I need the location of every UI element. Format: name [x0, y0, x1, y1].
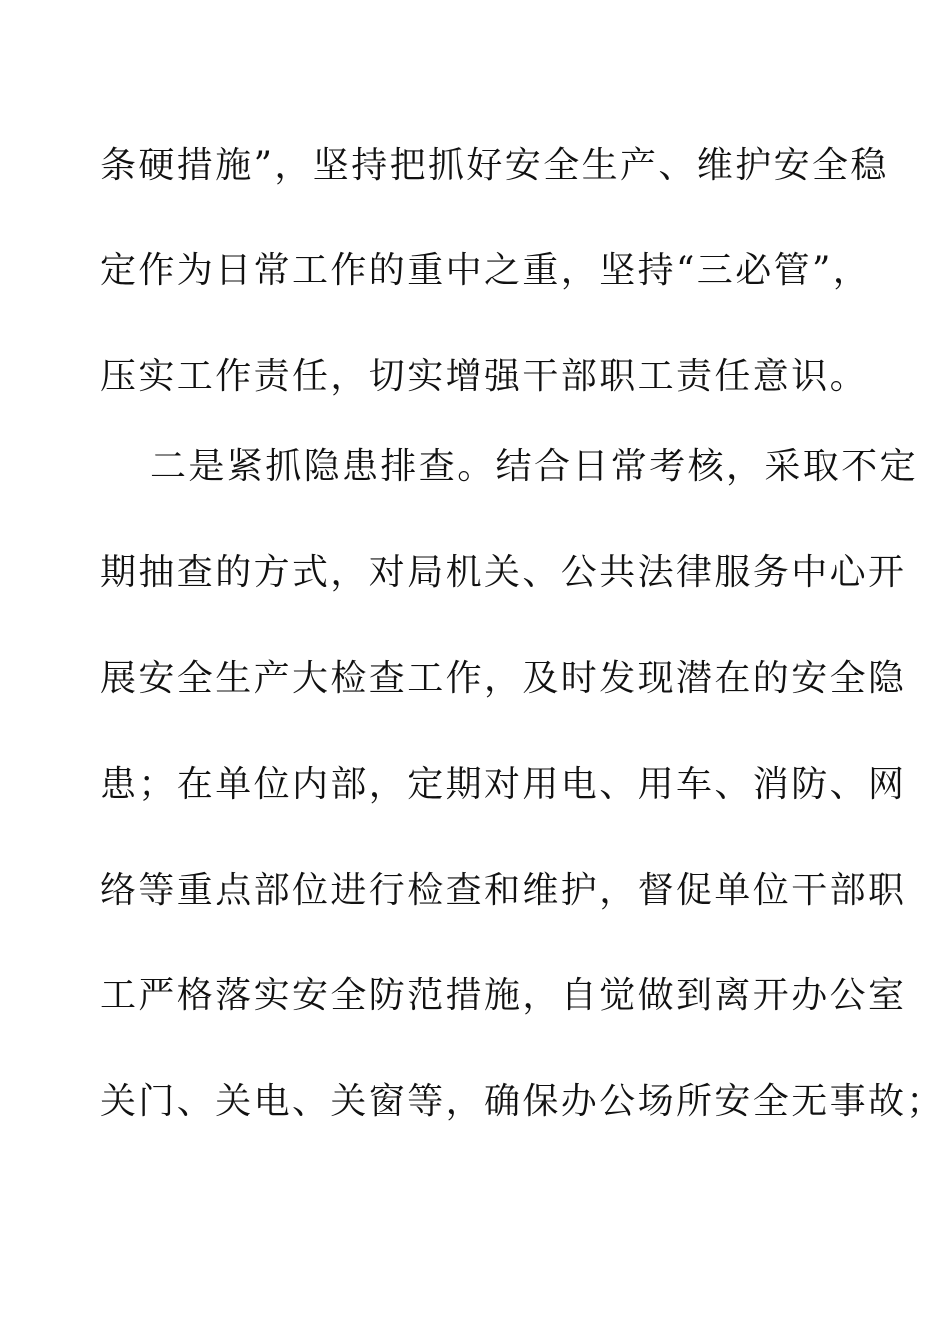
text-line-9: 工严格落实安全防范措施，自觉做到离开办公室	[100, 975, 907, 1016]
text-line-3: 压实工作责任，切实增强干部职工责任意识。	[100, 356, 869, 397]
text-line-2: 定作为日常工作的重中之重，坚持“三必管”，	[100, 250, 872, 291]
paragraph-start-line: 二是紧抓隐患排查。结合日常考核，采取不定	[150, 446, 919, 487]
text-line-8: 络等重点部位进行检查和维护，督促单位干部职	[100, 870, 907, 911]
text-line-6: 展安全生产大检查工作，及时发现潜在的安全隐	[100, 658, 907, 699]
text-line-1: 条硬措施”，坚持把抓好安全生产、维护安全稳	[100, 145, 889, 186]
text-line-10: 关门、关电、关窗等，确保办公场所安全无事故；	[100, 1081, 945, 1122]
text-line-7: 患；在单位内部，定期对用电、用车、消防、网	[100, 764, 907, 805]
text-line-5: 期抽查的方式，对局机关、公共法律服务中心开	[100, 552, 907, 593]
